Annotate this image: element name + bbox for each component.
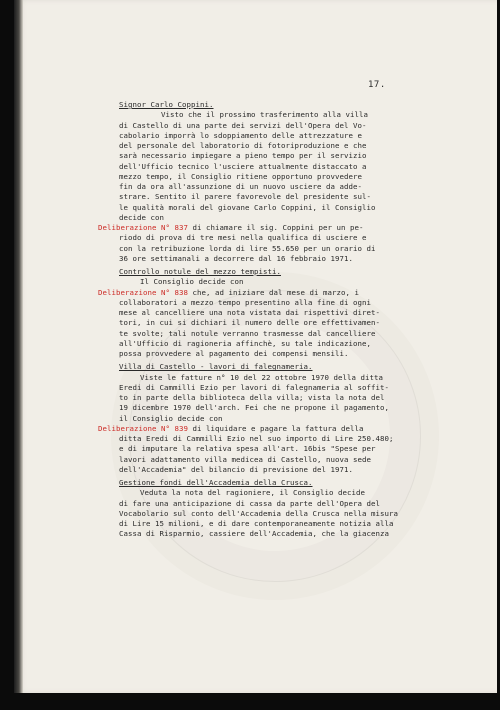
text-line: le qualità morali del giovane Carlo Coppini, il Consiglio — [119, 202, 376, 212]
text-line: lavori adattamento villa medicea di Castello, nuova sede — [119, 454, 371, 464]
text-line: di fare una anticipazione di cassa da parte dell'Opera del — [119, 498, 380, 508]
deliberation-839: Deliberazione N° 839 — [98, 423, 188, 433]
text-line: Vocabolario sul conto dell'Accademia della Crusca nella misura — [119, 508, 398, 518]
binding-spine — [14, 0, 23, 693]
document-body — [98, 100, 437, 540]
text-line: di Castello di una parte dei servizi dell'Opera del Vo- — [119, 120, 367, 130]
text-line: ditta Eredi di Cammilli Ezio nel suo importo di Lire 250.480; — [119, 434, 394, 443]
text-line: con la retribuzione lorda di lire 55.650 per un orario di — [119, 243, 376, 253]
text-line: mese al cancelliere una nota vistata dai rispettivi diret- — [119, 308, 380, 317]
document-page — [14, 0, 497, 693]
text-line: possa provvedere al pagamento dei compensi mensili. — [119, 349, 349, 358]
text-line: il Consiglio decide con — [119, 413, 223, 423]
deliberation-line — [98, 424, 437, 434]
text-line: del personale del laboratorio di fotoriproduzione e che — [119, 141, 367, 150]
text-line: te svolte; tali notule verranno trasmesse dal cancelliere — [119, 328, 376, 338]
text-line: Il Consiglio decide con — [140, 277, 244, 287]
text-line: 36 ore settimanali a decorrere dal 16 febbraio 1971. — [119, 253, 353, 263]
text-line: e di imputare la relativa spesa all'art. 16bis "Spese per — [119, 444, 376, 454]
text-line: 19 dicembre 1970 dell'arch. Fei che ne propone il pagamento, — [119, 403, 389, 413]
text-line: Eredi di Cammilli Ezio per lavori di falegnameria al soffit- — [119, 382, 389, 392]
text-line: tori, in cui si dichiari il numero delle ore effettivamen- — [119, 318, 380, 328]
text-line: Cassa di Risparmio, cassiere dell'Accademia, che la giacenza — [119, 529, 389, 539]
text-line: to in parte della biblioteca della villa; vista la nota del — [119, 393, 385, 402]
text-line: mezzo tempo, il Consiglio ritiene opportuno provvedere — [119, 171, 362, 181]
text-line: all'Ufficio di ragioneria affinchè, su tale indicazione, — [119, 338, 371, 348]
text-line: Veduta la nota del ragioniere, il Consiglio decide — [140, 488, 365, 498]
text-line: di Lire 15 milioni, e di dare contemporaneamente notizia alla — [119, 519, 394, 528]
section-heading-crusca: Gestione fondi dell'Accademia della Crusca. — [119, 478, 313, 487]
text-line: cabolario imporrà lo sdoppiamento delle attrezzature e — [119, 130, 362, 140]
text-line: fin da ora all'assunzione di un nuovo usciere da adde- — [119, 182, 362, 191]
section-heading-notule: Controllo notule del mezzo tempisti. — [119, 267, 281, 276]
deliberation-837: Deliberazione N° 837 — [98, 223, 188, 232]
text-line: di chiamare il sig. Coppini per un pe- — [192, 223, 364, 232]
text-line: Viste le fatture n° 10 del 22 ottobre 1970 della ditta — [140, 372, 383, 382]
text-line: collaboratori a mezzo tempo presentino alla fine di ogni — [119, 297, 371, 307]
text-line: decide con — [119, 212, 164, 222]
text-line: dell'Ufficio tecnico l'usciere attualmente distaccato a — [119, 161, 367, 171]
text-line: di liquidare e pagare la fattura della — [192, 423, 364, 433]
section-heading-coppini: Signor Carlo Coppini. — [119, 100, 214, 109]
deliberation-838: Deliberazione N° 838 — [98, 287, 188, 297]
deliberation-line — [98, 223, 437, 233]
text-line: che, ad iniziare dal mese di marzo, i — [192, 287, 359, 297]
page-number: 17. — [368, 80, 386, 90]
text-line: riodo di prova di tre mesi nella qualifica di usciere e — [119, 233, 367, 243]
text-line: Visto che il prossimo trasferimento alla villa — [161, 110, 368, 120]
deliberation-line — [98, 288, 437, 298]
text-line: dell'Accademia" del bilancio di previsione del 1971. — [119, 464, 353, 474]
section-heading-villa: Villa di Castello - lavori di falegnameria. — [119, 362, 313, 372]
text-line: sarà necessario impiegare a pieno tempo per il servizio — [119, 151, 367, 161]
text-line: strare. Sentito il parere favorevole del presidente sul- — [119, 192, 371, 202]
